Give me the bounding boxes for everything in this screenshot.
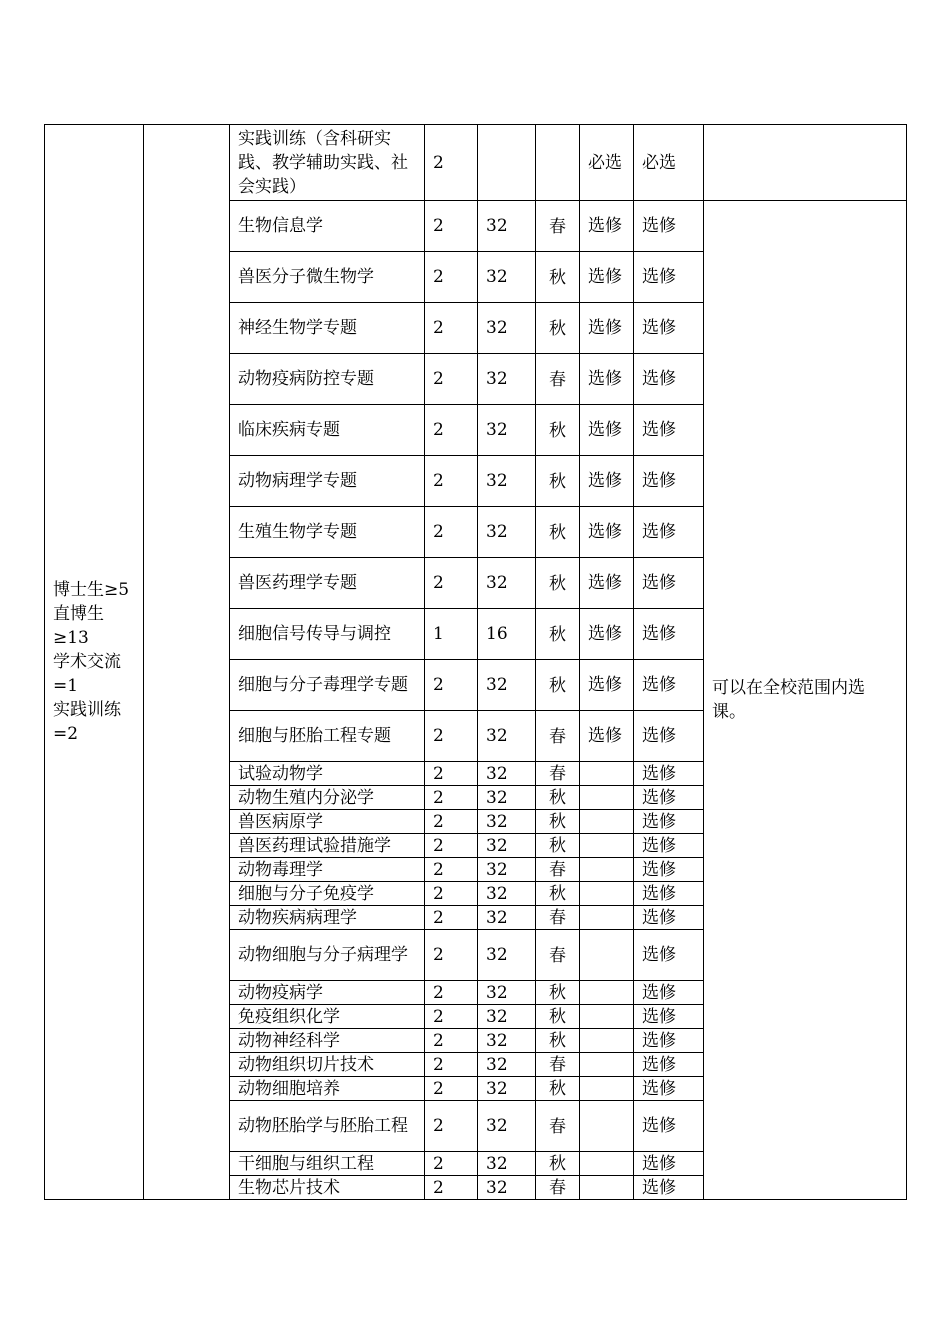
table-body xyxy=(45,125,907,1200)
course-credits: 2 xyxy=(425,930,478,981)
course-season: 秋 xyxy=(536,252,580,303)
course-credits: 2 xyxy=(425,1029,478,1053)
course-season: 秋 xyxy=(536,786,580,810)
course-season: 春 xyxy=(536,906,580,930)
course-credits: 2 xyxy=(425,906,478,930)
course-name: 动物病理学专题 xyxy=(230,456,425,507)
course-season: 秋 xyxy=(536,981,580,1005)
course-season: 秋 xyxy=(536,1077,580,1101)
course-season: 秋 xyxy=(536,1029,580,1053)
course-credits: 1 xyxy=(425,609,478,660)
course-category: 必选 xyxy=(580,125,634,201)
course-hours: 32 xyxy=(478,711,536,762)
course-season: 秋 xyxy=(536,507,580,558)
course-category xyxy=(580,834,634,858)
course-season: 秋 xyxy=(536,609,580,660)
course-season: 秋 xyxy=(536,1152,580,1176)
course-hours: 32 xyxy=(478,1152,536,1176)
credit-requirements-cell: 博士生≥5 直博生 ≥13 学术交流 =1 实践训练 =2 xyxy=(45,125,144,1200)
course-hours: 32 xyxy=(478,786,536,810)
course-category: 选修 xyxy=(580,660,634,711)
course-name: 细胞与分子毒理学专题 xyxy=(230,660,425,711)
course-hours: 32 xyxy=(478,201,536,252)
course-name: 生物芯片技术 xyxy=(230,1176,425,1200)
course-hours: 32 xyxy=(478,1005,536,1029)
course-hours: 32 xyxy=(478,882,536,906)
course-credits: 2 xyxy=(425,558,478,609)
course-hours: 32 xyxy=(478,762,536,786)
course-season: 春 xyxy=(536,1101,580,1152)
course-type: 必选 xyxy=(634,125,704,201)
course-type: 选修 xyxy=(634,882,704,906)
course-name: 临床疾病专题 xyxy=(230,405,425,456)
note-cell: 可以在全校范围内选课。 xyxy=(704,201,907,1200)
course-category: 选修 xyxy=(580,456,634,507)
course-category xyxy=(580,1053,634,1077)
course-type: 选修 xyxy=(634,930,704,981)
course-type: 选修 xyxy=(634,1077,704,1101)
course-type: 选修 xyxy=(634,711,704,762)
course-category: 选修 xyxy=(580,303,634,354)
course-hours: 32 xyxy=(478,930,536,981)
course-name: 干细胞与组织工程 xyxy=(230,1152,425,1176)
course-category xyxy=(580,762,634,786)
course-name: 动物组织切片技术 xyxy=(230,1053,425,1077)
table-row xyxy=(45,125,907,201)
course-credits: 2 xyxy=(425,1005,478,1029)
course-season: 春 xyxy=(536,930,580,981)
course-type: 选修 xyxy=(634,1005,704,1029)
course-hours: 32 xyxy=(478,834,536,858)
course-season: 春 xyxy=(536,201,580,252)
course-credits: 2 xyxy=(425,1176,478,1200)
course-category xyxy=(580,906,634,930)
course-category xyxy=(580,981,634,1005)
course-type: 选修 xyxy=(634,1176,704,1200)
course-name: 兽医分子微生物学 xyxy=(230,252,425,303)
course-category xyxy=(580,1176,634,1200)
course-hours: 32 xyxy=(478,1101,536,1152)
course-credits: 2 xyxy=(425,456,478,507)
course-type: 选修 xyxy=(634,981,704,1005)
course-season: 春 xyxy=(536,354,580,405)
course-hours: 32 xyxy=(478,810,536,834)
course-category xyxy=(580,1029,634,1053)
course-name: 动物毒理学 xyxy=(230,858,425,882)
course-type: 选修 xyxy=(634,1101,704,1152)
course-name: 神经生物学专题 xyxy=(230,303,425,354)
course-name: 免疫组织化学 xyxy=(230,1005,425,1029)
course-type: 选修 xyxy=(634,1152,704,1176)
course-type: 选修 xyxy=(634,252,704,303)
course-category xyxy=(580,786,634,810)
course-credits: 2 xyxy=(425,882,478,906)
course-credits: 2 xyxy=(425,303,478,354)
course-type: 选修 xyxy=(634,303,704,354)
course-name: 试验动物学 xyxy=(230,762,425,786)
course-type: 选修 xyxy=(634,1029,704,1053)
course-credits: 2 xyxy=(425,711,478,762)
course-hours: 32 xyxy=(478,405,536,456)
course-name: 动物生殖内分泌学 xyxy=(230,786,425,810)
course-type: 选修 xyxy=(634,456,704,507)
course-season: 秋 xyxy=(536,882,580,906)
course-hours: 32 xyxy=(478,252,536,303)
course-name: 细胞与胚胎工程专题 xyxy=(230,711,425,762)
course-name: 生殖生物学专题 xyxy=(230,507,425,558)
course-season: 秋 xyxy=(536,660,580,711)
course-season: 秋 xyxy=(536,303,580,354)
course-name: 细胞信号传导与调控 xyxy=(230,609,425,660)
course-credits: 2 xyxy=(425,507,478,558)
course-season: 秋 xyxy=(536,834,580,858)
course-category: 选修 xyxy=(580,405,634,456)
course-hours: 32 xyxy=(478,354,536,405)
course-type: 选修 xyxy=(634,405,704,456)
course-category: 选修 xyxy=(580,609,634,660)
course-name: 动物胚胎学与胚胎工程 xyxy=(230,1101,425,1152)
course-type: 选修 xyxy=(634,660,704,711)
course-type: 选修 xyxy=(634,609,704,660)
course-category xyxy=(580,1005,634,1029)
course-category: 选修 xyxy=(580,711,634,762)
course-season: 秋 xyxy=(536,405,580,456)
course-category xyxy=(580,930,634,981)
course-category xyxy=(580,810,634,834)
course-season: 春 xyxy=(536,858,580,882)
course-credits: 2 xyxy=(425,405,478,456)
course-category xyxy=(580,858,634,882)
course-credits: 2 xyxy=(425,201,478,252)
course-type: 选修 xyxy=(634,354,704,405)
course-credits: 2 xyxy=(425,810,478,834)
course-hours: 32 xyxy=(478,507,536,558)
course-credits: 2 xyxy=(425,786,478,810)
course-name: 动物疫病学 xyxy=(230,981,425,1005)
course-season: 春 xyxy=(536,762,580,786)
course-category xyxy=(580,882,634,906)
course-hours: 32 xyxy=(478,1053,536,1077)
course-name: 兽医药理试验措施学 xyxy=(230,834,425,858)
course-credits: 2 xyxy=(425,1053,478,1077)
course-type: 选修 xyxy=(634,810,704,834)
course-hours: 32 xyxy=(478,906,536,930)
course-name: 动物神经科学 xyxy=(230,1029,425,1053)
course-name: 实践训练（含科研实践、教学辅助实践、社会实践） xyxy=(230,125,425,201)
course-type: 选修 xyxy=(634,762,704,786)
empty-cell xyxy=(704,125,907,201)
course-hours: 32 xyxy=(478,1077,536,1101)
course-name: 细胞与分子免疫学 xyxy=(230,882,425,906)
course-hours: 32 xyxy=(478,303,536,354)
course-category: 选修 xyxy=(580,201,634,252)
course-season: 秋 xyxy=(536,456,580,507)
course-credits: 2 xyxy=(425,1152,478,1176)
course-type: 选修 xyxy=(634,1053,704,1077)
course-credits: 2 xyxy=(425,981,478,1005)
course-season: 春 xyxy=(536,711,580,762)
course-hours: 32 xyxy=(478,456,536,507)
course-hours: 32 xyxy=(478,981,536,1005)
course-type: 选修 xyxy=(634,558,704,609)
course-hours: 32 xyxy=(478,558,536,609)
course-credits: 2 xyxy=(425,1101,478,1152)
course-category xyxy=(580,1077,634,1101)
course-season: 秋 xyxy=(536,558,580,609)
course-name: 动物细胞与分子病理学 xyxy=(230,930,425,981)
course-type: 选修 xyxy=(634,507,704,558)
course-season: 春 xyxy=(536,1176,580,1200)
course-credits: 2 xyxy=(425,834,478,858)
course-type: 选修 xyxy=(634,834,704,858)
course-hours xyxy=(478,125,536,201)
course-name: 兽医药理学专题 xyxy=(230,558,425,609)
course-type: 选修 xyxy=(634,201,704,252)
course-type: 选修 xyxy=(634,786,704,810)
empty-cell xyxy=(144,125,230,1200)
course-category: 选修 xyxy=(580,252,634,303)
course-hours: 32 xyxy=(478,858,536,882)
course-name: 兽医病原学 xyxy=(230,810,425,834)
course-credits: 2 xyxy=(425,1077,478,1101)
course-credits: 2 xyxy=(425,660,478,711)
course-hours: 32 xyxy=(478,660,536,711)
course-credits: 2 xyxy=(425,125,478,201)
course-category xyxy=(580,1152,634,1176)
course-category xyxy=(580,1101,634,1152)
course-season: 秋 xyxy=(536,1005,580,1029)
course-type: 选修 xyxy=(634,906,704,930)
course-category: 选修 xyxy=(580,354,634,405)
course-credits: 2 xyxy=(425,762,478,786)
course-hours: 16 xyxy=(478,609,536,660)
course-type: 选修 xyxy=(634,858,704,882)
course-season: 秋 xyxy=(536,810,580,834)
course-name: 动物疫病防控专题 xyxy=(230,354,425,405)
course-name: 生物信息学 xyxy=(230,201,425,252)
course-credits: 2 xyxy=(425,858,478,882)
course-credits: 2 xyxy=(425,252,478,303)
course-name: 动物疾病病理学 xyxy=(230,906,425,930)
course-name: 动物细胞培养 xyxy=(230,1077,425,1101)
course-hours: 32 xyxy=(478,1029,536,1053)
course-category: 选修 xyxy=(580,507,634,558)
course-category: 选修 xyxy=(580,558,634,609)
course-season: 春 xyxy=(536,1053,580,1077)
course-table xyxy=(44,124,907,1200)
course-hours: 32 xyxy=(478,1176,536,1200)
course-season xyxy=(536,125,580,201)
course-credits: 2 xyxy=(425,354,478,405)
